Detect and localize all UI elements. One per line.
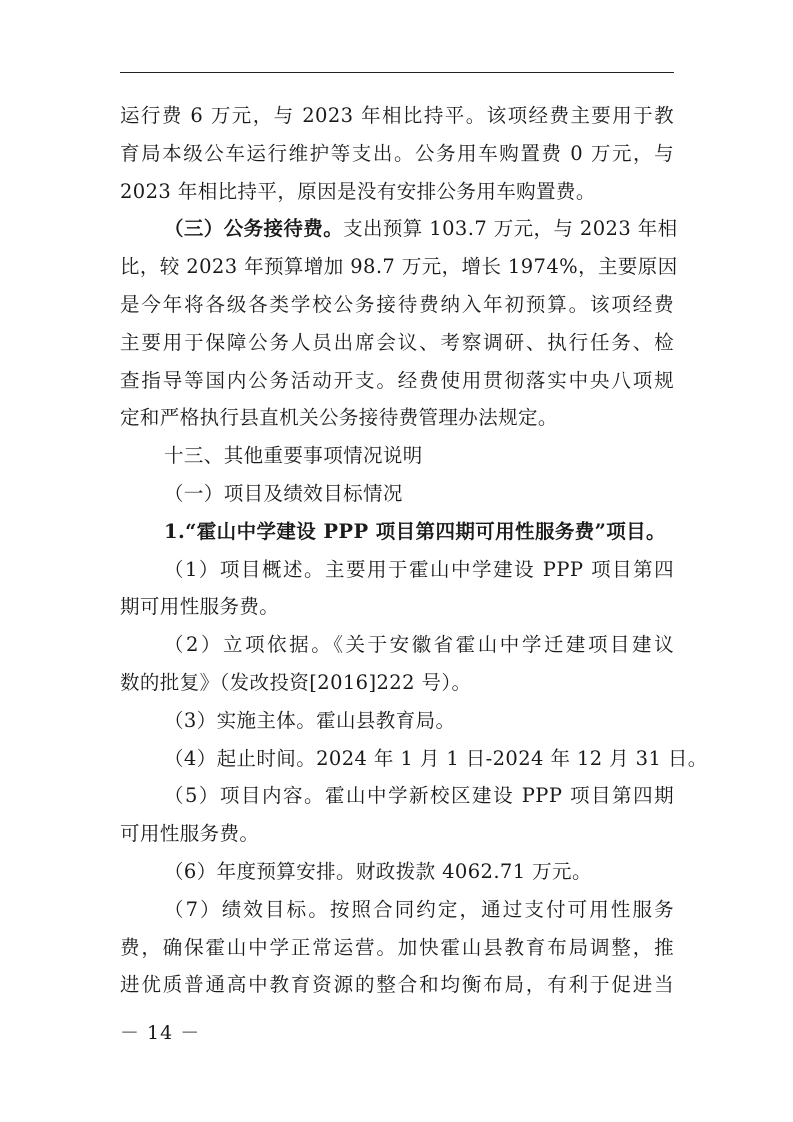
text-line [120, 135, 674, 173]
text-line [120, 891, 674, 929]
bold-heading: 1.“霍山中学建设 PPP 项目第四期可用性服务费”项目。 [164, 519, 666, 543]
document-body [120, 97, 708, 1004]
line-text: 进优质普通高中教育资源的整合和均衡布局，有利于促进当 [120, 973, 674, 997]
text-line [120, 475, 674, 513]
line-text: （6）年度预算安排。财政拨款 4062.71 万元。 [164, 859, 592, 883]
line-text: 查指导等国内公务活动开支。经费使用贯彻落实中央八项规 [120, 368, 674, 392]
line-text: 运行费 6 万元，与 2023 年相比持平。该项经费主要用于教 [120, 104, 674, 127]
line-text: （5）项目内容。霍山中学新校区建设 PPP 项目第四期 [164, 784, 674, 808]
text-line [120, 853, 674, 891]
text-line [120, 97, 674, 135]
line-text: （7）绩效目标。按照合同约定，通过支付可用性服务 [164, 897, 674, 921]
bold-heading: （三）公务接待费。 [164, 217, 344, 241]
text-line [120, 362, 674, 400]
text-line [120, 437, 674, 475]
line-text: 是今年将各级各类学校公务接待费纳入年初预算。该项经费 [120, 292, 674, 316]
line-text: 数的批复》（发改投资[2016]222 号）。 [120, 670, 472, 694]
line-text: 期可用性服务费。 [120, 595, 280, 619]
text-line [120, 399, 674, 437]
line-text: （4）起止时间。2024 年 1 月 1 日-2024 年 12 月 31 日。 [164, 746, 708, 770]
text-line [120, 210, 678, 248]
text-line [120, 286, 674, 324]
line-text: （1）项目概述。主要用于霍山中学建设 PPP 项目第四 [164, 557, 674, 581]
section-heading: 十三、其他重要事项情况说明 [164, 444, 423, 468]
text-line [120, 815, 674, 853]
text-line [120, 248, 678, 286]
text-line [120, 513, 674, 551]
text-line [120, 664, 674, 702]
line-text: （3）实施主体。霍山县教育局。 [164, 708, 456, 732]
line-text: 2023 年相比持平，原因是没有安排公务用车购置费。 [120, 179, 596, 203]
section-heading: （一）项目及绩效目标情况 [164, 481, 403, 505]
line-text: 费，确保霍山中学正常运营。加快霍山县教育布局调整，推 [120, 935, 674, 959]
line-text: 可用性服务费。 [120, 822, 260, 846]
header-rule [120, 72, 674, 73]
text-line [120, 173, 674, 211]
text-line [120, 966, 674, 1004]
text-line [120, 626, 674, 664]
text-line [120, 551, 674, 589]
line-text: 育局本级公车运行维护等支出。公务用车购置费 0 万元，与 [120, 141, 674, 165]
text-line [120, 740, 708, 778]
line-text: 比，较 2023 年预算增加 98.7 万元，增长 1974%，主要原因 [120, 255, 678, 279]
line-text: （2）立项依据。《关于安徽省霍山中学迁建项目建议 [164, 633, 674, 657]
text-line [120, 324, 674, 362]
line-text: 支出预算 103.7 万元，与 2023 年相 [343, 217, 678, 241]
text-line [120, 702, 674, 740]
line-text: 主要用于保障公务人员出席会议、考察调研、执行任务、检 [120, 330, 674, 354]
line-text: 定和严格执行县直机关公务接待费管理办法规定。 [120, 406, 558, 430]
text-line [120, 588, 674, 626]
text-line [120, 777, 674, 815]
text-line [120, 929, 674, 967]
page-number: － 14 － [120, 1022, 201, 1044]
